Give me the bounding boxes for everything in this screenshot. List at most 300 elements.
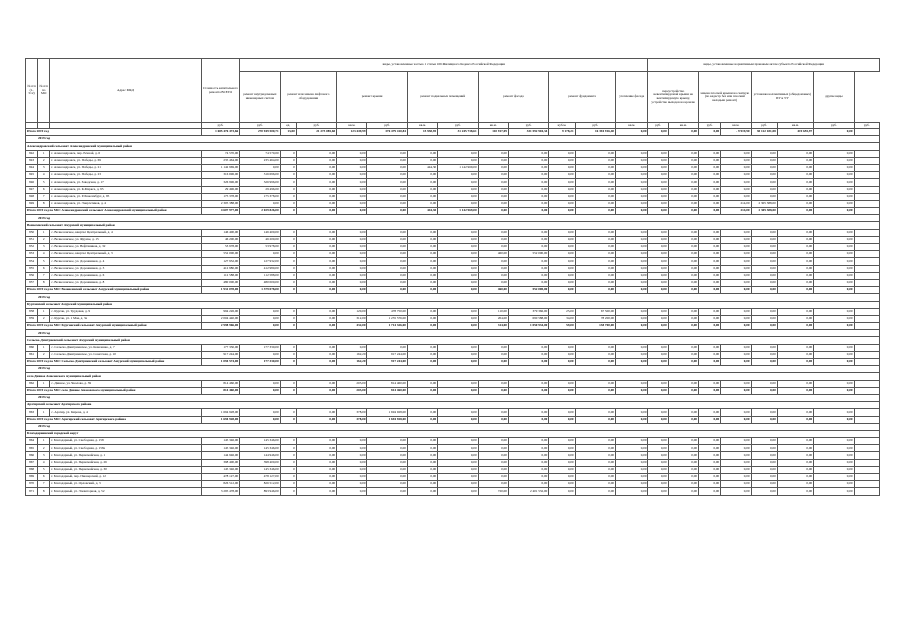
value-cell: 0,00 bbox=[549, 200, 575, 207]
value-cell: 0,00 bbox=[777, 409, 813, 416]
table-row bbox=[26, 251, 880, 258]
value-cell: 0,00 bbox=[751, 193, 777, 200]
row-number: 862 bbox=[26, 380, 38, 387]
value-cell: 0,00 bbox=[438, 308, 478, 315]
value-cell: 0,00 bbox=[508, 380, 548, 387]
value-cell: 0,00 bbox=[549, 172, 575, 179]
value-cell: 0,00 bbox=[549, 481, 575, 488]
value-cell: 0,00 bbox=[616, 308, 648, 315]
value-cell: 0 bbox=[280, 481, 296, 488]
value-cell: 0,00 bbox=[575, 481, 615, 488]
value-cell: 0,00 bbox=[575, 272, 615, 279]
value-cell: 0,00 bbox=[721, 351, 751, 358]
value-cell: 0,00 bbox=[438, 474, 478, 481]
value-cell: 0,00 bbox=[407, 387, 437, 394]
total-label: Итого 2019 год bbox=[26, 129, 202, 136]
table-row bbox=[26, 272, 880, 279]
value-cell: 0,00 bbox=[814, 164, 854, 171]
value-cell: 312,00 bbox=[337, 315, 367, 322]
row-number: 870 bbox=[26, 481, 38, 488]
value-cell: 0,00 bbox=[648, 179, 668, 186]
value-cell: 0,00 bbox=[648, 279, 668, 286]
value-cell: 0,00 bbox=[777, 251, 813, 258]
value-cell: 0,00 bbox=[814, 445, 854, 452]
value-cell: 0,00 bbox=[508, 265, 548, 272]
group-header-1: виды, установленные частью 1 статьи 166 Жилищного Кодекса Российской Федерации bbox=[240, 59, 648, 72]
value-cell: 0,00 bbox=[296, 164, 336, 171]
value-cell: 0,00 bbox=[438, 179, 478, 186]
value-cell: 0,00 bbox=[575, 359, 615, 366]
value-cell: 0,00 bbox=[648, 466, 668, 473]
total-label: Итого 2019 год по МО: Александровский сельсовет Александровский муниципальный район bbox=[26, 208, 202, 215]
value-cell: 2 029 826,00 bbox=[240, 208, 280, 215]
value-cell: 0 bbox=[280, 452, 296, 459]
value-cell: 0,00 bbox=[777, 323, 813, 330]
value-cell: 0,00 bbox=[699, 452, 721, 459]
value-cell: 0,00 bbox=[549, 459, 575, 466]
table-row bbox=[26, 279, 880, 286]
value-cell: 0,00 bbox=[478, 150, 508, 157]
value-cell: 0,00 bbox=[777, 193, 813, 200]
table-body bbox=[26, 129, 880, 496]
value-cell: 0,00 bbox=[240, 416, 280, 423]
value-cell: 0,00 bbox=[648, 359, 668, 366]
value-cell: 917 244,00 bbox=[367, 351, 407, 358]
value-cell: 145 346,00 bbox=[240, 466, 280, 473]
value-cell: 316 696,00 bbox=[201, 172, 239, 179]
value-cell: 175 378,00 bbox=[240, 193, 280, 200]
value-cell: 3 295 478,00 bbox=[201, 488, 239, 495]
value-cell: 0,00 bbox=[478, 409, 508, 416]
value-cell: 0,00 bbox=[616, 244, 648, 251]
value-cell: 0,00 bbox=[240, 251, 280, 258]
value-cell: 1 379 078,00 bbox=[240, 287, 280, 294]
empty-cell bbox=[854, 179, 879, 186]
row-address: с. Вознесенское, ул. Нефтяников, д. 32 bbox=[50, 244, 202, 251]
value-cell: 0,00 bbox=[407, 244, 437, 251]
value-cell: 25,00 bbox=[549, 308, 575, 315]
value-cell: 0,00 bbox=[777, 308, 813, 315]
value-cell: 0,00 bbox=[478, 186, 508, 193]
municipality-row bbox=[26, 143, 880, 150]
value-cell: 0,00 bbox=[438, 258, 478, 265]
value-cell: 0,00 bbox=[648, 387, 668, 394]
value-cell: 0,00 bbox=[814, 466, 854, 473]
value-cell: 0,00 bbox=[616, 445, 648, 452]
value-cell: 0,00 bbox=[616, 351, 648, 358]
value-cell: 21 273 085,60 bbox=[296, 129, 336, 136]
value-cell: 814 460,00 bbox=[367, 387, 407, 394]
unit-cell: руб. bbox=[854, 123, 879, 129]
row-address: с. Дивное, ул. Чкалова, д. 39 bbox=[50, 380, 202, 387]
value-cell: 0,00 bbox=[508, 236, 548, 243]
value-cell: 145 346,00 bbox=[201, 466, 239, 473]
row-mo-number: 6 bbox=[38, 186, 50, 193]
value-cell: 0,00 bbox=[508, 244, 548, 251]
value-cell: 0,00 bbox=[668, 387, 698, 394]
value-cell: 0,00 bbox=[751, 315, 777, 322]
value-cell: 0,00 bbox=[508, 409, 548, 416]
row-mo-number: 6 bbox=[38, 474, 50, 481]
value-cell: 0,00 bbox=[296, 315, 336, 322]
value-cell: 0,00 bbox=[296, 409, 336, 416]
value-cell: 0,00 bbox=[814, 186, 854, 193]
value-cell: 0,00 bbox=[699, 315, 721, 322]
row-number: 845 bbox=[26, 172, 38, 179]
row-mo-number: 1 bbox=[38, 344, 50, 351]
value-cell: 214,00 bbox=[721, 200, 751, 207]
value-cell: 0,00 bbox=[296, 200, 336, 207]
value-cell: 0,00 bbox=[438, 193, 478, 200]
value-cell: 0,00 bbox=[668, 459, 698, 466]
value-cell: 0,00 bbox=[508, 445, 548, 452]
table-row bbox=[26, 459, 880, 466]
value-cell: 0,00 bbox=[478, 208, 508, 215]
value-cell: 0,00 bbox=[367, 236, 407, 243]
col-foundation: ремонт фундамента bbox=[549, 72, 616, 123]
value-cell: 0,00 bbox=[648, 409, 668, 416]
value-cell: 0,00 bbox=[296, 459, 336, 466]
value-cell: 0,00 bbox=[699, 323, 721, 330]
municipality-row bbox=[26, 373, 880, 380]
value-cell: 0,00 bbox=[648, 208, 668, 215]
value-cell: 0,00 bbox=[575, 416, 615, 423]
empty-cell bbox=[854, 452, 879, 459]
value-cell: 0,00 bbox=[648, 481, 668, 488]
value-cell: 0,00 bbox=[407, 466, 437, 473]
empty-cell bbox=[854, 229, 879, 236]
value-cell: 0,00 bbox=[407, 416, 437, 423]
value-cell: 0,00 bbox=[296, 244, 336, 251]
table-header bbox=[26, 59, 880, 129]
value-cell: 0,00 bbox=[699, 466, 721, 473]
table-row bbox=[26, 315, 880, 322]
value-cell: 0,00 bbox=[699, 236, 721, 243]
value-cell: 0,00 bbox=[575, 459, 615, 466]
value-cell: 0,00 bbox=[296, 474, 336, 481]
table-row bbox=[26, 258, 880, 265]
value-cell: 0,00 bbox=[296, 452, 336, 459]
value-cell: 0,00 bbox=[337, 466, 367, 473]
value-cell: 460,00 bbox=[478, 287, 508, 294]
value-cell: 46 200,00 bbox=[201, 236, 239, 243]
value-cell: 0,00 bbox=[616, 452, 648, 459]
row-number: 871 bbox=[26, 488, 38, 495]
value-cell: 0,00 bbox=[721, 164, 751, 171]
total-row bbox=[26, 359, 880, 366]
empty-cell bbox=[854, 129, 879, 136]
value-cell: 0,00 bbox=[508, 416, 548, 423]
value-cell: 0,00 bbox=[616, 409, 648, 416]
value-cell: 0,00 bbox=[777, 229, 813, 236]
value-cell: 0,00 bbox=[478, 179, 508, 186]
value-cell: 0,00 bbox=[814, 359, 854, 366]
value-cell: 144 946,00 bbox=[201, 452, 239, 459]
value-cell: 1 142 969,00 bbox=[438, 208, 478, 215]
value-cell: 0,00 bbox=[668, 380, 698, 387]
row-address: с. Курган, ул. 1 Мая, д. 3а bbox=[50, 315, 202, 322]
empty-cell bbox=[854, 474, 879, 481]
row-mo-number: 1 bbox=[38, 150, 50, 157]
value-cell: 0,00 bbox=[438, 387, 478, 394]
value-cell: 0,00 bbox=[648, 236, 668, 243]
value-cell: 0 bbox=[280, 200, 296, 207]
value-cell: 0,00 bbox=[478, 452, 508, 459]
value-cell: 478 127,00 bbox=[201, 474, 239, 481]
value-cell: 0,00 bbox=[668, 351, 698, 358]
value-cell: 0,00 bbox=[777, 387, 813, 394]
value-cell: 0,00 bbox=[549, 344, 575, 351]
table-row bbox=[26, 445, 880, 452]
value-cell: 0,00 bbox=[751, 359, 777, 366]
value-cell: 0,00 bbox=[508, 359, 548, 366]
value-cell: 0,00 bbox=[648, 172, 668, 179]
value-cell: 0,00 bbox=[367, 179, 407, 186]
value-cell: 0,00 bbox=[648, 287, 668, 294]
value-cell: 0,00 bbox=[699, 251, 721, 258]
value-cell: 1 142 969,00 bbox=[438, 164, 478, 171]
value-cell: 0,00 bbox=[814, 272, 854, 279]
municipality-label: Арзгирский сельсовет Арзгирского района bbox=[26, 402, 880, 409]
value-cell: 0 bbox=[280, 164, 296, 171]
value-cell: 0,00 bbox=[508, 179, 548, 186]
value-cell: 0,00 bbox=[407, 459, 437, 466]
value-cell: 0,00 bbox=[296, 488, 336, 495]
value-cell: 0,00 bbox=[296, 416, 336, 423]
table-row bbox=[26, 474, 880, 481]
value-cell: 0,00 bbox=[438, 416, 478, 423]
value-cell: 0,00 bbox=[814, 416, 854, 423]
table-row bbox=[26, 186, 880, 193]
value-cell: 0,00 bbox=[508, 157, 548, 164]
value-cell: 0,00 bbox=[508, 466, 548, 473]
value-cell: 0,00 bbox=[337, 164, 367, 171]
value-cell: 0,00 bbox=[814, 344, 854, 351]
empty-cell bbox=[854, 344, 879, 351]
value-cell: 0 bbox=[280, 359, 296, 366]
value-cell: 0,00 bbox=[296, 466, 336, 473]
row-address: г. Благодарный, пер. Пионерский, д. 12 bbox=[50, 474, 202, 481]
value-cell: 0,00 bbox=[508, 474, 548, 481]
value-cell: 0,00 bbox=[478, 272, 508, 279]
value-cell: 0,00 bbox=[648, 416, 668, 423]
row-mo-number: 8 bbox=[38, 488, 50, 495]
value-cell: 0,00 bbox=[337, 200, 367, 207]
value-cell: 67 500,00 bbox=[575, 308, 615, 315]
value-cell: 0,00 bbox=[616, 287, 648, 294]
value-cell: 0,00 bbox=[337, 344, 367, 351]
value-cell: 0,00 bbox=[648, 452, 668, 459]
value-cell: 0,00 bbox=[777, 208, 813, 215]
row-number: 858 bbox=[26, 308, 38, 315]
value-cell: 0,00 bbox=[407, 179, 437, 186]
value-cell: 0,00 bbox=[296, 265, 336, 272]
value-cell: 0,00 bbox=[814, 279, 854, 286]
value-cell: 0,00 bbox=[296, 179, 336, 186]
value-cell: 0,00 bbox=[296, 308, 336, 315]
value-cell: 0,00 bbox=[751, 323, 777, 330]
year-row bbox=[26, 136, 880, 143]
value-cell: 0,00 bbox=[668, 193, 698, 200]
row-address: г. Александровск, ул. К.Маркса, д. 95 bbox=[50, 186, 202, 193]
value-cell: 398 400,00 bbox=[240, 459, 280, 466]
unit-cell: кв.м. bbox=[407, 123, 437, 129]
value-cell: 432,00 bbox=[337, 323, 367, 330]
value-cell: 0,00 bbox=[407, 272, 437, 279]
value-cell: 127 932,00 bbox=[201, 258, 239, 265]
value-cell: 0,00 bbox=[751, 308, 777, 315]
value-cell: 0,00 bbox=[508, 208, 548, 215]
municipality-row bbox=[26, 402, 880, 409]
value-cell: 2 305 388,00 bbox=[751, 208, 777, 215]
value-cell: 0,00 bbox=[668, 244, 698, 251]
row-address: с. Вознесенское, ул. Дорожников, д. 4 bbox=[50, 258, 202, 265]
value-cell: 0,00 bbox=[549, 265, 575, 272]
value-cell: 0,00 bbox=[648, 229, 668, 236]
value-cell: 0,00 bbox=[337, 279, 367, 286]
row-address: г. Благодарный, ул. Свободная, д. 158а bbox=[50, 445, 202, 452]
value-cell: 0,00 bbox=[367, 272, 407, 279]
value-cell: 0,00 bbox=[777, 157, 813, 164]
value-cell: 0,00 bbox=[478, 229, 508, 236]
value-cell: 0,00 bbox=[549, 438, 575, 445]
row-address: г. Благодарный, ул. Свободная, д. 158 bbox=[50, 438, 202, 445]
value-cell: 0,00 bbox=[777, 351, 813, 358]
value-cell: 162,20 bbox=[337, 351, 367, 358]
value-cell: 175 378,00 bbox=[201, 193, 239, 200]
value-cell: 0,00 bbox=[699, 409, 721, 416]
value-cell: 0,00 bbox=[438, 351, 478, 358]
row-address: с. Сельско-Дмитриевское, ул. Советская, д. 10 bbox=[50, 351, 202, 358]
value-cell: 0,00 bbox=[616, 481, 648, 488]
value-cell: 0,00 bbox=[478, 236, 508, 243]
value-cell: 0,00 bbox=[648, 272, 668, 279]
value-cell: 0,00 bbox=[407, 258, 437, 265]
value-cell: 0,00 bbox=[337, 438, 367, 445]
value-cell: 0,00 bbox=[721, 445, 751, 452]
group-header-2: виды, установленные нормативным правовым актом субъекта Российской Федерации bbox=[648, 59, 880, 72]
value-cell: 0,00 bbox=[438, 236, 478, 243]
value-cell: 0 bbox=[280, 208, 296, 215]
value-cell: 1 931 078,00 bbox=[201, 287, 239, 294]
value-cell: 0,00 bbox=[438, 279, 478, 286]
value-cell: 0,00 bbox=[668, 179, 698, 186]
value-cell: 0,00 bbox=[549, 452, 575, 459]
value-cell: 0,00 bbox=[668, 229, 698, 236]
value-cell: 0,00 bbox=[240, 200, 280, 207]
value-cell: 0,00 bbox=[549, 387, 575, 394]
col-flat-roof-replace: замена плоской крыши на скатную (по кадастр без или плоский вкладыш ремонт) bbox=[699, 72, 752, 123]
value-cell: 0,00 bbox=[337, 459, 367, 466]
row-mo-number: 1 bbox=[38, 380, 50, 387]
value-cell: 480 000,00 bbox=[201, 279, 239, 286]
value-cell: 0,00 bbox=[367, 229, 407, 236]
value-cell: 16 394 916,40 bbox=[575, 129, 615, 136]
value-cell: 0,00 bbox=[616, 315, 648, 322]
year-row bbox=[26, 394, 880, 401]
value-cell: 0 bbox=[280, 308, 296, 315]
unit-cell: руб. bbox=[699, 123, 721, 129]
value-cell: 0,00 bbox=[616, 200, 648, 207]
value-cell: 0,00 bbox=[699, 208, 721, 215]
value-cell: 0,00 bbox=[616, 193, 648, 200]
value-cell: 0,00 bbox=[575, 251, 615, 258]
row-mo-number: 5 bbox=[38, 179, 50, 186]
row-number: 860 bbox=[26, 344, 38, 351]
value-cell: 0,00 bbox=[407, 157, 437, 164]
row-mo-number: 2 bbox=[38, 315, 50, 322]
value-cell: 0 bbox=[280, 172, 296, 179]
value-cell: 0,00 bbox=[751, 186, 777, 193]
value-cell: 0,00 bbox=[668, 359, 698, 366]
year-label: 2019 год bbox=[26, 394, 880, 401]
municipality-row bbox=[26, 222, 880, 229]
value-cell: 0,00 bbox=[751, 344, 777, 351]
value-cell: 0,00 bbox=[777, 459, 813, 466]
value-cell: 0,00 bbox=[721, 287, 751, 294]
empty-cell bbox=[854, 481, 879, 488]
value-cell: 0,00 bbox=[814, 323, 854, 330]
value-cell: 0,00 bbox=[721, 186, 751, 193]
value-cell: 0 bbox=[280, 265, 296, 272]
row-number: 850 bbox=[26, 229, 38, 236]
value-cell: 0,00 bbox=[407, 193, 437, 200]
empty-cell bbox=[854, 200, 879, 207]
row-address: г. Благодарный, ул. Элеваторная, д. 52 bbox=[50, 488, 202, 495]
value-cell: 0,00 bbox=[648, 193, 668, 200]
value-cell: 59,00 bbox=[549, 323, 575, 330]
value-cell: 0,00 bbox=[478, 258, 508, 265]
value-cell: 0,00 bbox=[777, 172, 813, 179]
value-cell: 0 bbox=[280, 193, 296, 200]
row-mo-number: 4 bbox=[38, 172, 50, 179]
value-cell: 0,00 bbox=[508, 164, 548, 171]
value-cell: 0,00 bbox=[751, 251, 777, 258]
value-cell: 29 496,00 bbox=[201, 186, 239, 193]
value-cell: 0 bbox=[280, 380, 296, 387]
year-row bbox=[26, 423, 880, 430]
row-mo-number: 7 bbox=[38, 481, 50, 488]
value-cell: 0,00 bbox=[814, 193, 854, 200]
value-cell: 0,00 bbox=[668, 279, 698, 286]
value-cell: 0,00 bbox=[777, 452, 813, 459]
value-cell: 326 996,00 bbox=[201, 179, 239, 186]
value-cell: 0,00 bbox=[337, 186, 367, 193]
value-cell: 0,00 bbox=[240, 323, 280, 330]
value-cell: 1 050 934,00 bbox=[508, 323, 548, 330]
value-cell: 0,00 bbox=[337, 208, 367, 215]
value-cell: 177 330,00 bbox=[240, 359, 280, 366]
value-cell: 120,00 bbox=[337, 308, 367, 315]
table-row bbox=[26, 380, 880, 387]
col-other: другие виды bbox=[814, 72, 854, 123]
value-cell: 444,30 bbox=[407, 208, 437, 215]
value-cell: 0,00 bbox=[699, 387, 721, 394]
value-cell: 826 512,00 bbox=[240, 481, 280, 488]
value-cell: 0,00 bbox=[337, 251, 367, 258]
value-cell: 0,00 bbox=[648, 244, 668, 251]
value-cell: 0,00 bbox=[616, 344, 648, 351]
unit-cell: кв.м. bbox=[721, 123, 751, 129]
value-cell: 0,00 bbox=[668, 323, 698, 330]
value-cell: 0,00 bbox=[508, 351, 548, 358]
value-cell: 0,00 bbox=[699, 488, 721, 495]
value-cell: 0,00 bbox=[575, 208, 615, 215]
value-cell: 0,00 bbox=[814, 488, 854, 495]
empty-cell bbox=[854, 172, 879, 179]
value-cell: 0,00 bbox=[407, 200, 437, 207]
row-mo-number: 1 bbox=[38, 308, 50, 315]
